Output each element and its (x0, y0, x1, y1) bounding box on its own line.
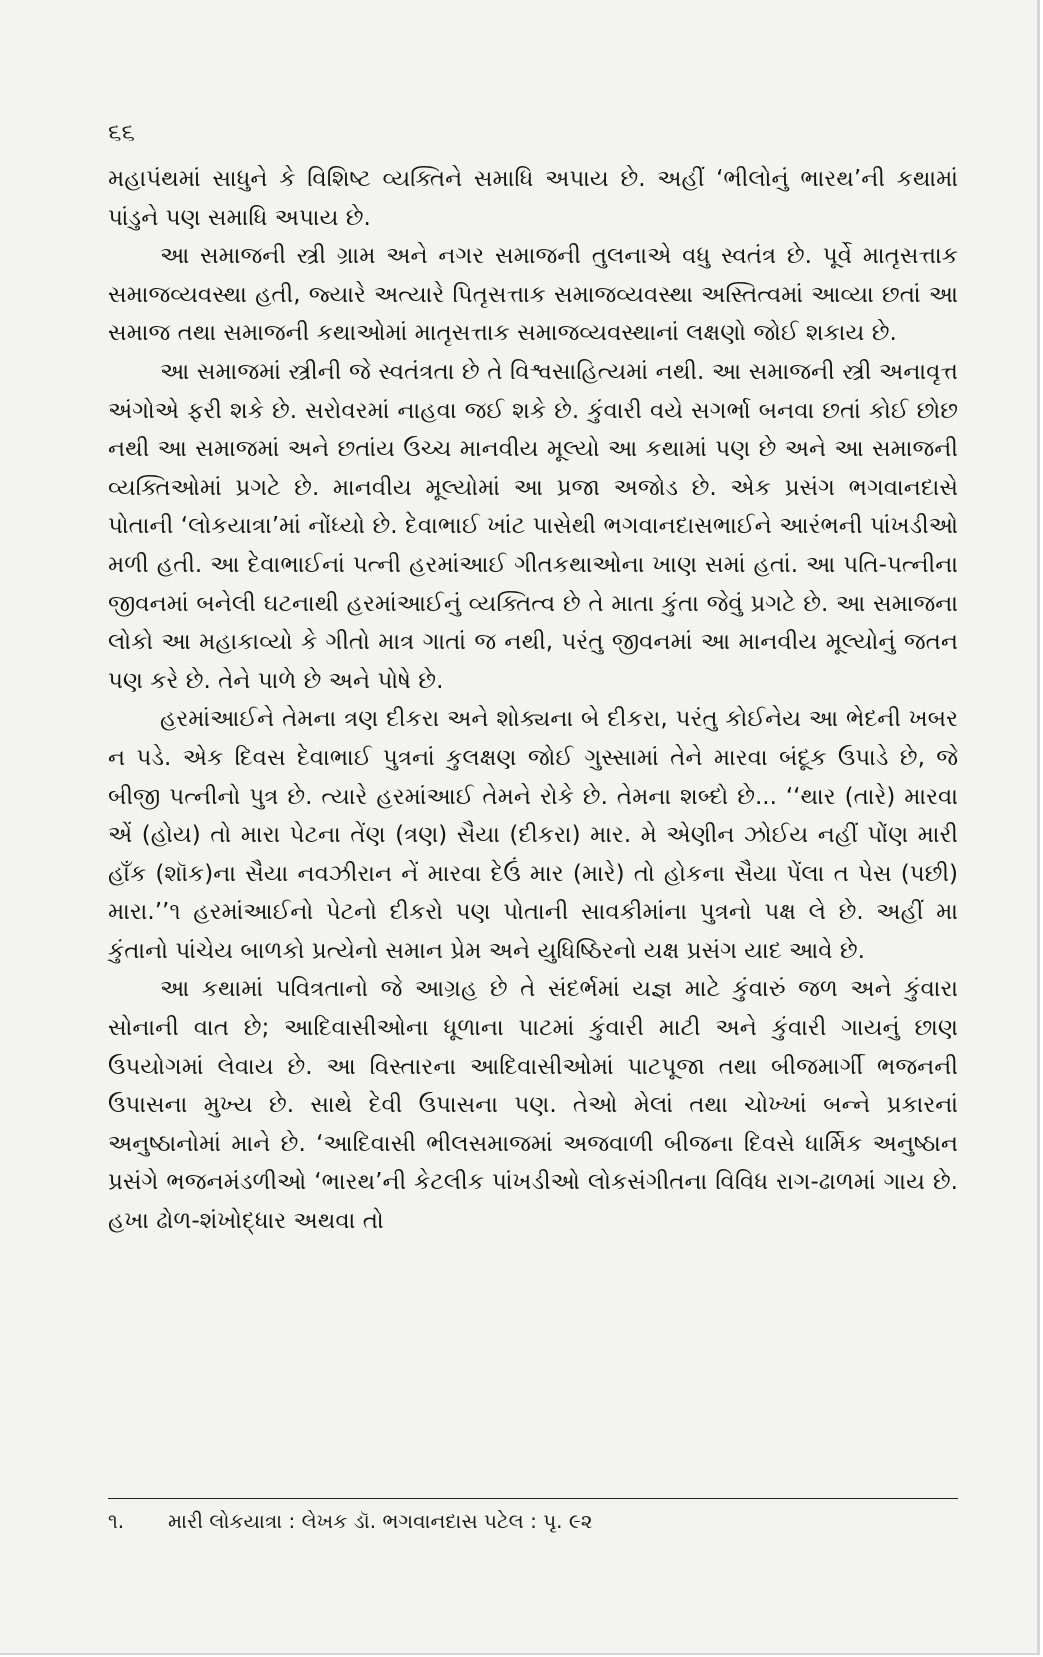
footnote (108, 1506, 958, 1536)
footnote-text: મારી લોકયાત્રા : લેખક ડૉ. ભગવાનદાસ પટેલ : પૃ. ૯૨ (168, 1509, 593, 1533)
page-number: ૬૬ (108, 118, 135, 146)
paragraph: આ કથામાં પવિત્રતાનો જે આગ્રહ છે તે સંદર્ભમાં યજ્ઞ માટે કુંવારું જળ અને કુંવારા સોનાની વાત છે; આદિવાસીઓના ધૂળાના પાટમાં કુંવારી માટી અને કુંવારી ગાયનું છાણ ઉપયોગમાં લેવાય છે. આ વિસ્તારના આદિવાસીઓમાં પાટપૂજા તથા બીજમાર્ગી ભજનની ઉપાસના મુખ્ય છે. સાથે દેવી ઉપાસના પણ. તેઓ મેલાં તથા ચોખ્ખાં બન્ને પ્રકારનાં અનુષ્ઠાનોમાં માને છે. ‘આદિવાસી ભીલસમાજમાં અજવાળી બીજના દિવસે ધાર્મિક અનુષ્ઠાન પ્રસંગે ભજનમંડળીઓ ‘ભારથ’ની કેટલીક પાંખડીઓ લોકસંગીતના વિવિધ રાગ-ઢાળમાં ગાય છે. હખા ઢોળ-શંખોદ્ધાર અથવા તો (108, 976, 958, 1235)
paragraph: આ સમાજની સ્ત્રી ગ્રામ અને નગર સમાજની તુલનાએ વધુ સ્વતંત્ર છે. પૂર્વે માતૃસત્તાક સમાજવ્યવસ્થા હતી, જ્યારે અત્યારે પિતૃસત્તાક સમાજવ્યવસ્થા અસ્તિત્વમાં આવ્યા છતાં આ સમાજ તથા સમાજની કથાઓમાં માતૃસત્તાક સમાજવ્યવસ્થાનાં લક્ષણો જોઈ શકાય છે. (108, 243, 958, 347)
paragraph: હરમાંઆઈને તેમના ત્રણ દીકરા અને શોક્યના બે દીકરા, પરંતુ કોઈનેય આ ભેદની ખબર ન પડે. એક દિવસ દેવાભાઈ પુત્રનાં કુલક્ષણ જોઈ ગુસ્સામાં તેને મારવા બંદૂક ઉપાડે છે, જે બીજી પત્નીનો પુત્ર છે. ત્યારે હરમાંઆઈ તેમને રોકે છે. તેમના શબ્દો છે... ‘‘થાર (તારે) મારવા એં (હોય) તો મારા પેટના તેંણ (ત્રણ) સૈયા (દીકરા) માર. મે એણીન ઝોઈય નહીં પોંણ મારી હાઁક (શૉક)ના સૈયા નવઝીરાન નેં મારવા દેઉં માર (મારે) તો હોકના સૈયા પેંલા ત પેસ (પછી) મારા.’’૧ હરમાંઆઈનો પેટનો દીકરો પણ પોતાની સાવકીમાંના પુત્રનો પક્ષ લે છે. અહીં મા કુંતાનો પાંચેય બાળકો પ્રત્યેનો સમાન પ્રેમ અને યુધિષ્ઠિરનો યક્ષ પ્રસંગ યાદ આવે છે. (108, 706, 958, 964)
footnote-divider (108, 1498, 958, 1499)
body-text (108, 160, 958, 1241)
footnote-mark: ૧. (108, 1509, 125, 1533)
paragraph: આ સમાજમાં સ્ત્રીની જે સ્વતંત્રતા છે તે વિશ્વસાહિત્યમાં નથી. આ સમાજની સ્ત્રી અનાવૃત્ત અંગોએ ફરી શકે છે. સરોવરમાં નાહવા જઈ શકે છે. કુંવારી વયે સગર્ભા બનવા છતાં કોઈ છોછ નથી આ સમાજમાં અને છતાંય ઉચ્ચ માનવીય મૂલ્યો આ કથામાં પણ છે અને આ સમાજની વ્યક્તિઓમાં પ્રગટે છે. માનવીય મૂલ્યોમાં આ પ્રજા અજોડ છે. એક પ્રસંગ ભગવાનદાસે પોતાની ‘લોકયાત્રા’માં નોંધ્યો છે. દેવાભાઈ ખાંટ પાસેથી ભગવાનદાસભાઈને આરંભની પાંખડીઓ મળી હતી. આ દેવાભાઈનાં પત્ની હરમાંઆઈ ગીતકથાઓના ખાણ સમાં હતાં. આ પતિ-પત્નીના જીવનમાં બનેલી ઘટનાથી હરમાંઆઈનું વ્યક્તિત્વ છે તે માતા કુંતા જેવું પ્રગટે છે. આ સમાજના લોકો આ મહાકાવ્યો કે ગીતો માત્ર ગાતાં જ નથી, પરંતુ જીવનમાં આ માનવીય મૂલ્યોનું જતન પણ કરે છે. તેને પાળે છે અને પોષે છે. (108, 358, 958, 694)
paragraph: મહાપંથમાં સાધુને કે વિશિષ્ટ વ્યક્તિને સમાધિ અપાય છે. અહીં ‘ભીલોનું ભારથ’ની કથામાં પાંડુને પણ સમાધિ અપાય છે. (108, 166, 958, 231)
